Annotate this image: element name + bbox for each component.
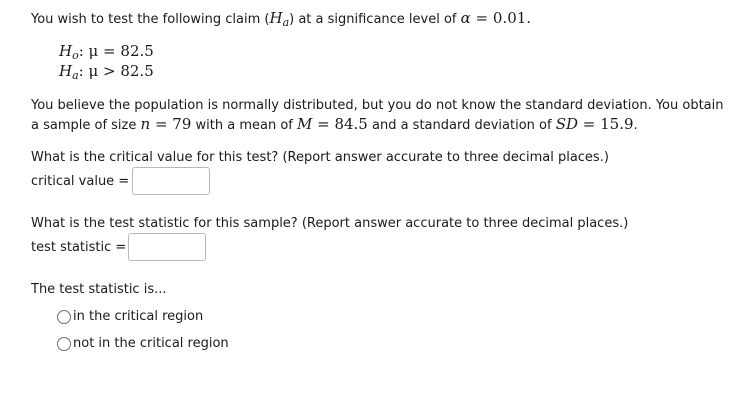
- null-hypothesis: $H_o$: μ = 82.5: [59, 42, 154, 62]
- claim-text: You wish to test the following claim $(H_a)$ at a significance level of α = 0.01.: [31, 9, 532, 29]
- critical-region-question: The test statistic is...: [31, 282, 167, 297]
- test-statistic-label: test statistic =: [31, 240, 127, 255]
- option-not-in-critical-region-label[interactable]: not in the critical region: [73, 336, 229, 351]
- sample-description-line1: You believe the population is normally distributed, but you do not know the standard deviation. You obtain: [31, 98, 724, 113]
- sample-description-line2: a sample of size n = 79 with a mean of M = 84.5 and a standard deviation of SD = 15.9.: [31, 115, 638, 133]
- test-statistic-question: What is the test statistic for this sample? (Report answer accurate to three decimal places.): [31, 216, 629, 231]
- critical-value-question: What is the critical value for this test? (Report answer accurate to three decimal places.): [31, 150, 609, 165]
- alternative-hypothesis: $H_a$: μ > 82.5: [59, 62, 154, 82]
- critical-value-label: critical value =: [31, 174, 130, 189]
- option-in-critical-region-label[interactable]: in the critical region: [73, 309, 204, 324]
- radio-not-in-critical-region[interactable]: [57, 337, 71, 351]
- radio-in-critical-region[interactable]: [57, 310, 71, 324]
- test-statistic-input[interactable]: [128, 233, 206, 261]
- critical-value-input[interactable]: [132, 167, 210, 195]
- ha-symbol: H: [269, 9, 283, 27]
